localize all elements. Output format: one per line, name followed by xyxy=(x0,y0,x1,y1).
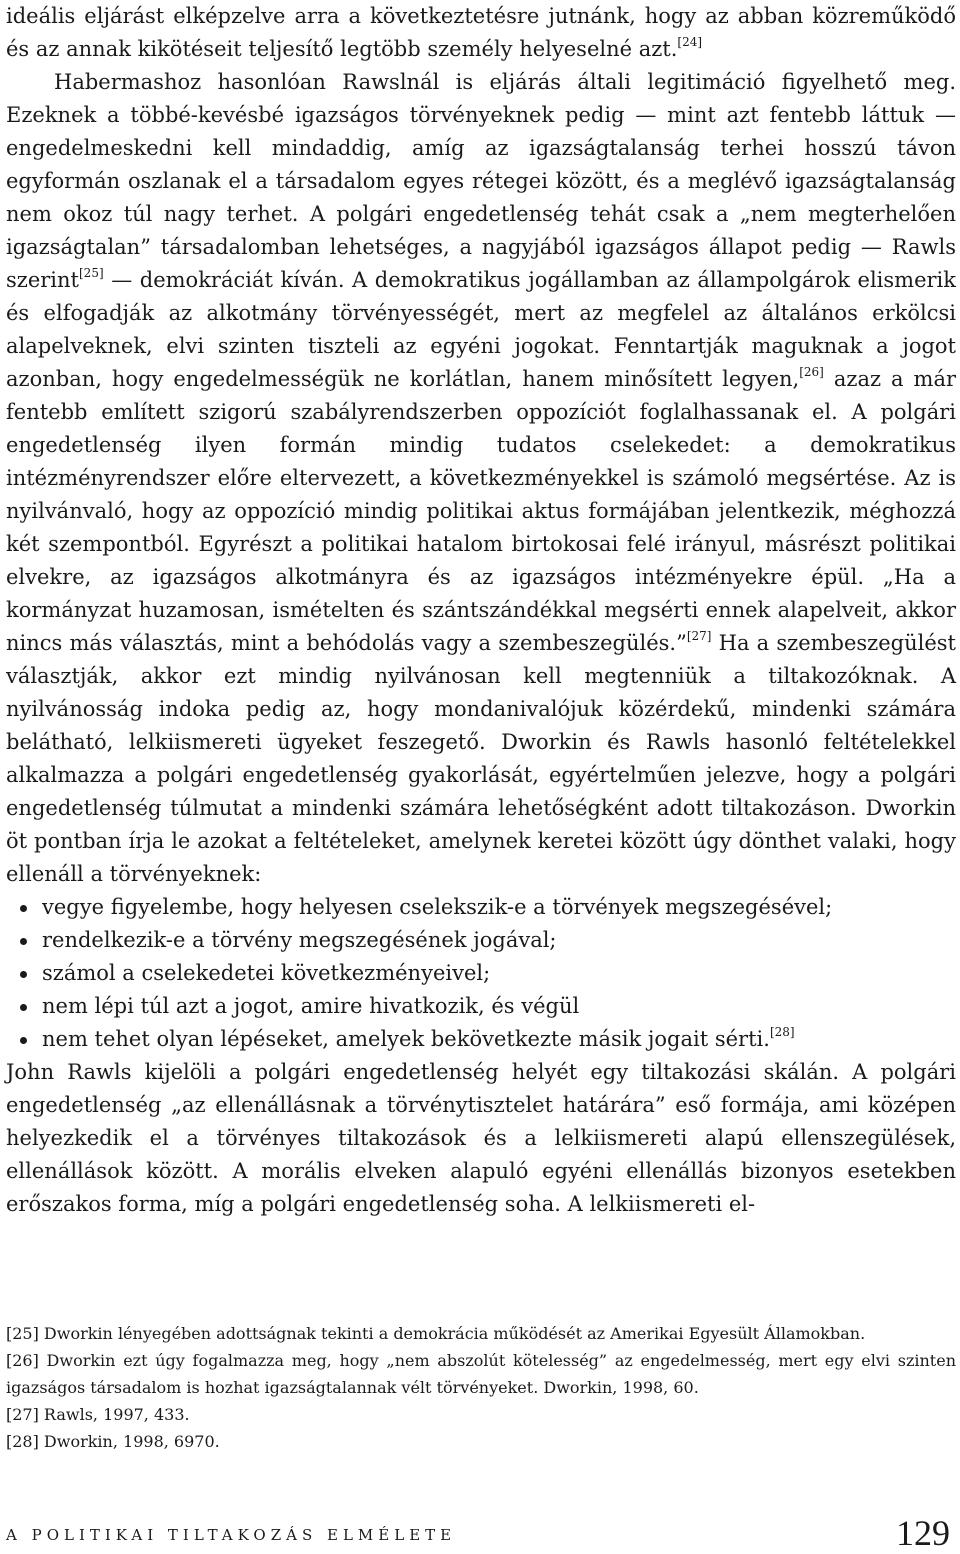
list-item xyxy=(20,990,956,1023)
list-item-text: számol a cselekedetei következményeivel; xyxy=(42,961,491,985)
bullet-icon xyxy=(20,1004,27,1011)
paragraph-1 xyxy=(6,0,956,66)
footnote-28: [28] Dworkin, 1998, 6970. xyxy=(6,1432,220,1451)
footnote-ref-25[interactable]: [25] xyxy=(79,266,104,280)
paragraph-2 xyxy=(6,66,956,891)
paragraph-text: Habermashoz hasonlóan Rawslnál is eljárás általi legitimáció figyelhető meg. Ezeknek a többé-kevésbé igazságos törvényeknek pedig — mint azt fentebb láttuk — engedelmeskedni kell mindaddig, amíg az igazságtalanság terhei hosszú távon egyformán oszlanak el a társadalom egyes rétegei között, és a meglévő igazságtalanság nem okoz túl nagy terhet. A polgári engedetlenség tehát csak a „nem megterhelően igazságtalan” társadalomban lehetséges, a nagyjából igazságos állapot pedig — Rawls szerint xyxy=(6,70,956,292)
footnote-26: [26] Dworkin ezt úgy fogalmazza meg, hogy „nem abszolút kötelesség” az engedelmesség, mert egy elvi szinten igazságos társadalom is hozhat igazságtalannak vélt törvényeket. Dworkin, 1998, 60. xyxy=(6,1351,956,1397)
paragraph-3: John Rawls kijelöli a polgári engedetlenség helyét egy tiltakozási skálán. A polgári engedetlenség „az ellenállásnak a törvénytisztelet határára” eső formája, ami középen helyezkedik el a törvényes tiltakozások és a lelkiismereti alapú ellenszegülések, ellenállások között. A morális elveken alapuló egyéni ellenállás bizonyos esetekben erőszakos forma, míg a polgári engedetlenség soha. A lelkiismereti el- xyxy=(6,1060,956,1216)
paragraph-text: ideális eljárást elképzelve arra a következtetésre jutnánk, hogy az abban közreműködő és az annak kikötéseit teljesítő legtöbb személy helyeselné azt. xyxy=(6,4,956,61)
footnote-27: [27] Rawls, 1997, 433. xyxy=(6,1405,190,1424)
paragraph-text: Ha a szembeszegülést választják, akkor ezt mindig nyilvánosan kell megtenniük a tiltakozóknak. A nyilvánosság indoka pedig az, hogy mondanivalójuk közérdekű, mindenki számára belátható, lelkiismereti ügyeket feszegető. Dworkin és Rawls hasonló feltételekkel alkalmazza a polgári engedetlenség gyakorlását, egyértelműen jelezve, hogy a polgári engedetlenség túlmutat a mindenki számára lehetőségként adott tiltakozáson. Dworkin öt pontban írja le azokat a feltételeket, amelynek keretei között úgy dönthet valaki, hogy ellenáll a törvényeknek: xyxy=(6,631,956,886)
list-item-text: vegye figyelembe, hogy helyesen cselekszik-e a törvények megszegésével; xyxy=(42,895,833,919)
paragraph-text: azaz a már fentebb említett szigorú szabályrendszerben oppozíciót foglalhassanak el. A polgári engedetlenség ilyen formán mindig tudatos cselekedet: a demokratikus intézményrendszer előre eltervezett, a következményekkel is számoló megsértése. Az is nyilvánvaló, hogy az oppozíció mindig politikai aktus formájában jelentkezik, méghozzá két szempontból. Egyrészt a politikai hatalom birtokosai felé irányul, másrészt politikai elvekre, az igazságos alkotmányra és az igazságos intézményekre épül. „Ha a kormányzat huzamosan, ismételten és szántszándékkal megsérti ennek alapelveit, akkor nincs más választás, mint a behódolás vagy a szembeszegülés.” xyxy=(6,367,956,655)
list-item xyxy=(20,924,956,957)
conditions-list xyxy=(6,891,956,1056)
list-item xyxy=(20,1023,956,1056)
bullet-icon xyxy=(20,905,27,912)
bullet-icon xyxy=(20,1037,27,1044)
page-body xyxy=(6,0,956,1221)
paragraph-text: — demokráciát kíván. A demokratikus jogállamban az állampolgárok elismerik és elfogadják az alkotmány törvényességét, mert az megfelel az általános erkölcsi alapelveknek, elvi szinten tiszteli az egyéni jogokat. Fenntartják maguknak a jogot azonban, hogy engedelmességük ne korlátlan, hanem minősített legyen, xyxy=(6,268,956,391)
footnote-ref-27[interactable]: [27] xyxy=(686,629,712,643)
footnote-ref-28[interactable]: [28] xyxy=(769,1025,795,1039)
list-item-text: nem lépi túl azt a jogot, amire hivatkozik, és végül xyxy=(42,994,580,1018)
list-item xyxy=(20,957,956,990)
list-item-text: rendelkezik-e a törvény megszegésének jogával; xyxy=(42,928,557,952)
footnotes xyxy=(6,1320,956,1455)
list-item-text: nem tehet olyan lépéseket, amelyek bekövetkezte másik jogait sérti. xyxy=(42,1027,770,1051)
bullet-icon xyxy=(20,971,27,978)
footnote-ref-26[interactable]: [26] xyxy=(799,365,824,379)
page-footer xyxy=(6,1513,950,1554)
page-number: 129 xyxy=(896,1513,950,1553)
footnote-25: [25] Dworkin lényegében adottságnak tekinti a demokrácia működését az Amerikai Egyesült Államokban. xyxy=(6,1324,866,1343)
list-item xyxy=(20,891,956,924)
footnote-ref-24[interactable]: [24] xyxy=(677,35,703,49)
running-title: A POLITIKAI TILTAKOZÁS ELMÉLETE xyxy=(6,1526,457,1544)
bullet-icon xyxy=(20,938,27,945)
